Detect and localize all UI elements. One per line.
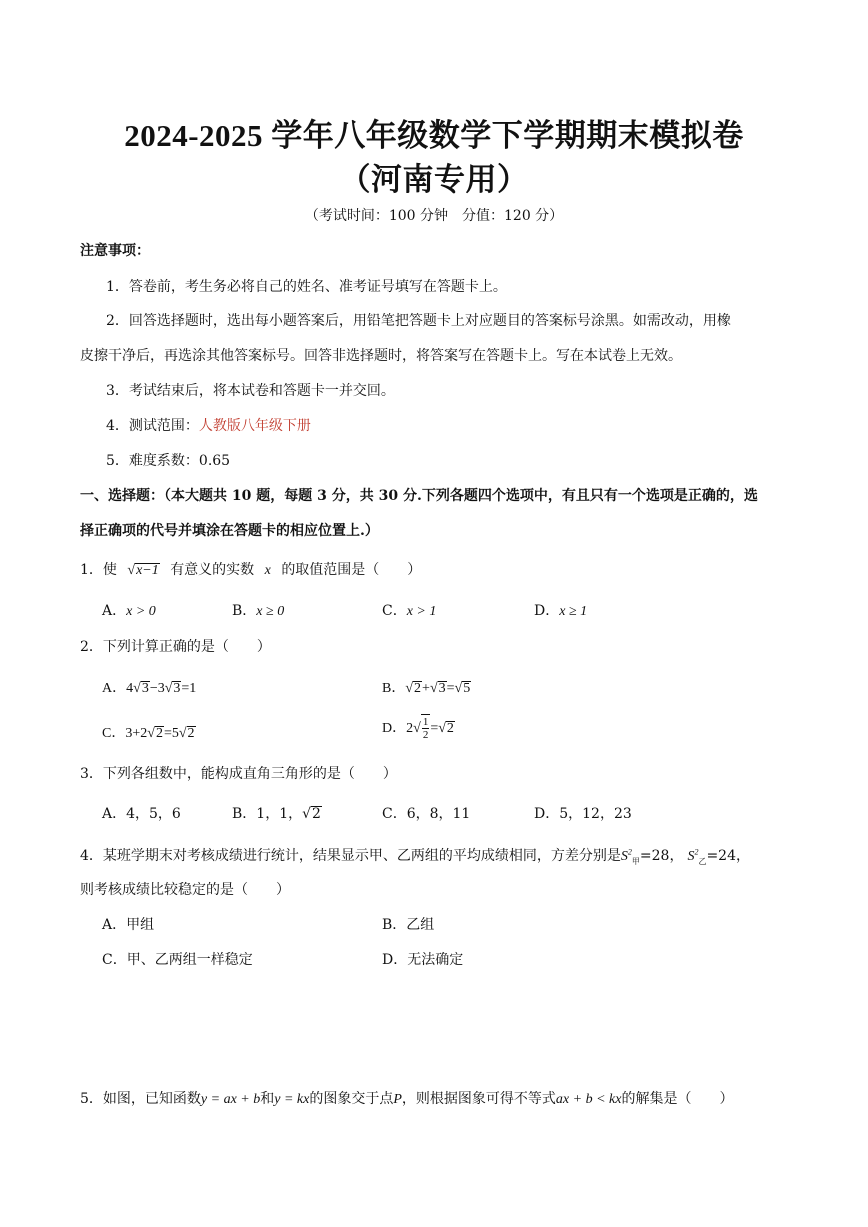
q1-prefix: 1．使 <box>80 562 117 578</box>
notice-item-5: 5．难度系数：0.65 <box>106 453 231 469</box>
q4-s2-sub: 乙 <box>698 856 707 866</box>
q1-option-c-label: C． <box>382 603 407 619</box>
q2-d-frac-rad <box>421 714 431 741</box>
q2-b-op: + <box>422 681 430 696</box>
q1-option-a-label: A． <box>102 603 127 619</box>
question-3-stem: 3．下列各组数中，能构成直角三角形的是（ ） <box>80 766 397 782</box>
q5-suffix: 的解集是（ ） <box>621 1091 734 1107</box>
q1-option-c <box>382 600 436 620</box>
q2-d-eq: = <box>430 720 439 736</box>
q4-text: 4．某班学期末对考核成绩进行统计，结果显示甲、乙两组的平均成绩相同，方差分别是 <box>80 848 621 864</box>
q1-option-a <box>102 600 156 620</box>
test-scope: 人教版八年级下册 <box>198 418 311 434</box>
q1-option-c-math: x > 1 <box>406 604 437 619</box>
q2-option-a: A．4√3−3√3=1 <box>102 681 197 696</box>
q1-option-d <box>534 600 587 620</box>
q5-mid: 的图象交于点 <box>309 1091 394 1107</box>
question-2-stem: 2．下列计算正确的是（ ） <box>80 639 271 655</box>
q2-d-den: 2 <box>422 729 429 742</box>
q5-func-1: y = ax + b <box>200 1092 261 1107</box>
q3-option-b-label: B．1，1， <box>232 806 303 822</box>
exam-title: 2024-2025 学年八年级数学下学期期末模拟卷 <box>124 118 744 153</box>
notice-item-2-line2: 皮擦干净后，再选涂其他答案标号。回答非选择题时，将答案写在答题卡上。写在本试卷上无效。 <box>80 348 682 364</box>
q2-a-op: −3 <box>149 681 165 696</box>
q4-s1-sub: 甲 <box>631 856 640 866</box>
q5-and: 和 <box>260 1091 275 1107</box>
q1-var: x <box>264 563 271 578</box>
q3-b-rad: 2 <box>312 806 321 822</box>
q2-c-rad2: 2 <box>187 726 195 741</box>
q3-option-a: A．4，5，6 <box>102 806 181 822</box>
q2-option-b: B．√2+√3=√5 <box>382 681 471 696</box>
q2-option-b-label: B． <box>382 681 406 696</box>
q1-option-b-math: x ≥ 0 <box>256 604 285 619</box>
q2-a-coef: 4 <box>126 681 134 696</box>
question-4-stem-line2: 则考核成绩比较稳定的是（ ） <box>80 882 290 898</box>
q2-b-rad1: 2 <box>414 681 422 696</box>
q5-inequality: ax + b < kx <box>555 1092 622 1107</box>
q2-c-rad1: 2 <box>155 726 163 741</box>
question-5-stem <box>80 1088 733 1108</box>
q2-d-num: 1 <box>422 716 429 728</box>
q2-a-rad1: 3 <box>141 681 149 696</box>
section-1-heading-line2: 择正确项的代号并填涂在答题卡的相应位置上.） <box>80 523 379 539</box>
q3-option-b: B．1，1，√2 <box>232 806 321 822</box>
q4-option-b: B．乙组 <box>382 917 435 933</box>
q3-option-d: D．5，12，23 <box>534 806 632 822</box>
q2-a-eq: =1 <box>181 681 197 696</box>
q2-c-eq: =5 <box>163 726 179 741</box>
notice-item-2-line1: 2．回答选择题时，选出每小题答案后，用铅笔把答题卡上对应题目的答案标号涂黑。如需改动，用橡 <box>106 313 731 329</box>
q5-prefix: 5．如图，已知函数 <box>80 1091 201 1107</box>
q1-radical: √x−1 <box>127 563 159 578</box>
notice-item-1: 1．答卷前，考生务必将自己的姓名、准考证号填写在答题卡上。 <box>106 279 507 295</box>
question-1-stem <box>80 559 421 579</box>
q1-mid: 有意义的实数 <box>170 562 255 578</box>
q5-func-2: y = kx <box>274 1092 310 1107</box>
q2-b-rad2: 3 <box>438 681 446 696</box>
q2-b-rad3: 5 <box>463 681 471 696</box>
q2-option-c-label: C． <box>102 726 126 741</box>
q2-d-coef: 2 <box>406 720 414 736</box>
q4-option-c: C．甲、乙两组一样稳定 <box>102 952 253 968</box>
q1-option-d-label: D． <box>534 603 560 619</box>
question-4-stem: 4．某班学期末对考核成绩进行统计，结果显示甲、乙两组的平均成绩相同，方差分别是$S^2_甲=28$， $S^2_乙=24$， <box>80 847 750 866</box>
q2-option-a-label: A． <box>102 681 127 696</box>
section-1-heading: 一、选择题：（本大题共 10 题，每题 3 分，共 30 分.下列各题四个选项中，有且只有一个选项是正确的，选 <box>80 488 758 504</box>
notice-item-3: 3．考试结束后，将本试卷和答题卡一并交回。 <box>106 383 395 399</box>
exam-info: （考试时间：100 分钟 分值：120 分） <box>304 208 564 224</box>
q1-suffix: 的取值范围是（ ） <box>281 562 422 578</box>
q4-option-a: A．甲组 <box>102 917 155 933</box>
q2-option-c: C．3+2√2=5√2 <box>102 726 195 741</box>
notice-heading: 注意事项： <box>80 243 150 259</box>
q1-radicand: x−1 <box>136 563 159 578</box>
notice-item-4-label: 4．测试范围： <box>106 418 199 434</box>
q1-option-a-math: x > 0 <box>126 604 156 619</box>
q2-option-d-label: D． <box>382 720 407 736</box>
q3-option-c: C．6，8，11 <box>382 806 471 822</box>
q2-option-d: D．2√ $\frac{1}{2}$ =√2 <box>382 716 454 742</box>
q4-option-d: D．无法确定 <box>382 952 464 968</box>
q5-mid2: ，则根据图象可得不等式 <box>401 1091 556 1107</box>
q4-s1-val: =28， <box>639 848 684 864</box>
q1-option-b-label: B． <box>232 603 257 619</box>
q1-option-d-math: x ≥ 1 <box>559 604 588 619</box>
q4-s2-val: =24， <box>706 848 750 864</box>
q2-d-rad1: 2 <box>446 720 454 736</box>
notice-item-4 <box>106 415 311 435</box>
q2-c-term: 3+2 <box>125 726 148 741</box>
q2-b-eq: = <box>446 681 455 696</box>
exam-subtitle: （河南专用） <box>339 162 529 197</box>
q2-a-rad2: 3 <box>173 681 181 696</box>
q5-point: P <box>393 1092 402 1107</box>
q1-option-b <box>232 600 284 620</box>
